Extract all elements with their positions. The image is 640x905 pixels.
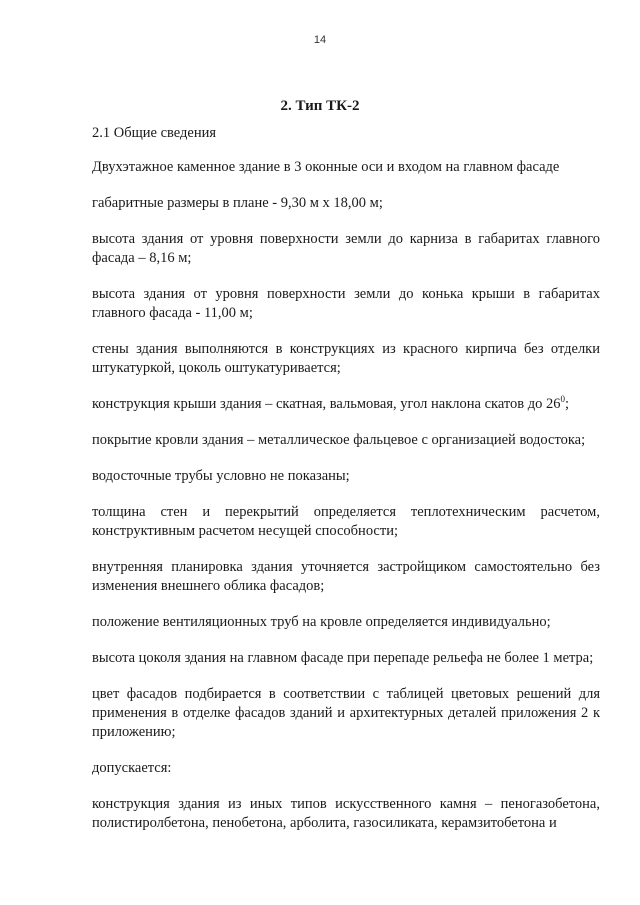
document-body <box>92 158 600 833</box>
section-heading: 2. Тип ТК-2 <box>280 98 360 114</box>
paragraph: конструкция здания из иных типов искусственного камня – пеногазобетона, полистиролбетона, пенобетона, арболита, газосиликата, керамзитобетона и <box>92 796 600 831</box>
paragraph: Двухэтажное каменное здание в 3 оконные оси и входом на главном фасаде <box>92 159 560 175</box>
paragraph: толщина стен и перекрытий определяется теплотехническим расчетом, конструктивным расчетом несущей способности; <box>92 504 600 539</box>
paragraph: габаритные размеры в плане - 9,30 м х 18,00 м; <box>92 195 383 211</box>
paragraph: покрытие кровли здания – металлическое фальцевое с организацией водостока; <box>92 432 586 448</box>
paragraph: высота здания от уровня поверхности земли до карниза в габаритах главного фасада – 8,16 м; <box>92 231 600 266</box>
paragraph-suffix: ; <box>565 396 570 412</box>
paragraph: высота здания от уровня поверхности земли до конька крыши в габаритах главного фасада - 11,00 м; <box>92 286 600 321</box>
paragraph <box>92 395 600 414</box>
paragraph: стены здания выполняются в конструкциях из красного кирпича без отделки штукатуркой, цоколь оштукатуривается; <box>92 341 600 376</box>
page-number: 14 <box>313 34 327 46</box>
subsection-heading: 2.1 Общие сведения <box>92 125 217 141</box>
paragraph: высота цоколя здания на главном фасаде при перепаде рельефа не более 1 метра; <box>92 650 594 666</box>
paragraph-text: конструкция крыши здания – скатная, вальмовая, угол наклона скатов до 26 <box>92 396 561 412</box>
paragraph: положение вентиляционных труб на кровле определяется индивидуально; <box>92 614 551 630</box>
paragraph: внутренняя планировка здания уточняется застройщиком самостоятельно без изменения внешнего облика фасадов; <box>92 559 600 594</box>
paragraph: водосточные трубы условно не показаны; <box>92 468 350 484</box>
paragraph: допускается: <box>92 760 172 776</box>
degree-mark: 0 <box>560 394 566 405</box>
paragraph: цвет фасадов подбирается в соответствии с таблицей цветовых решений для применения в отделке фасадов зданий и архитектурных деталей приложения 2 к приложению; <box>92 686 600 740</box>
